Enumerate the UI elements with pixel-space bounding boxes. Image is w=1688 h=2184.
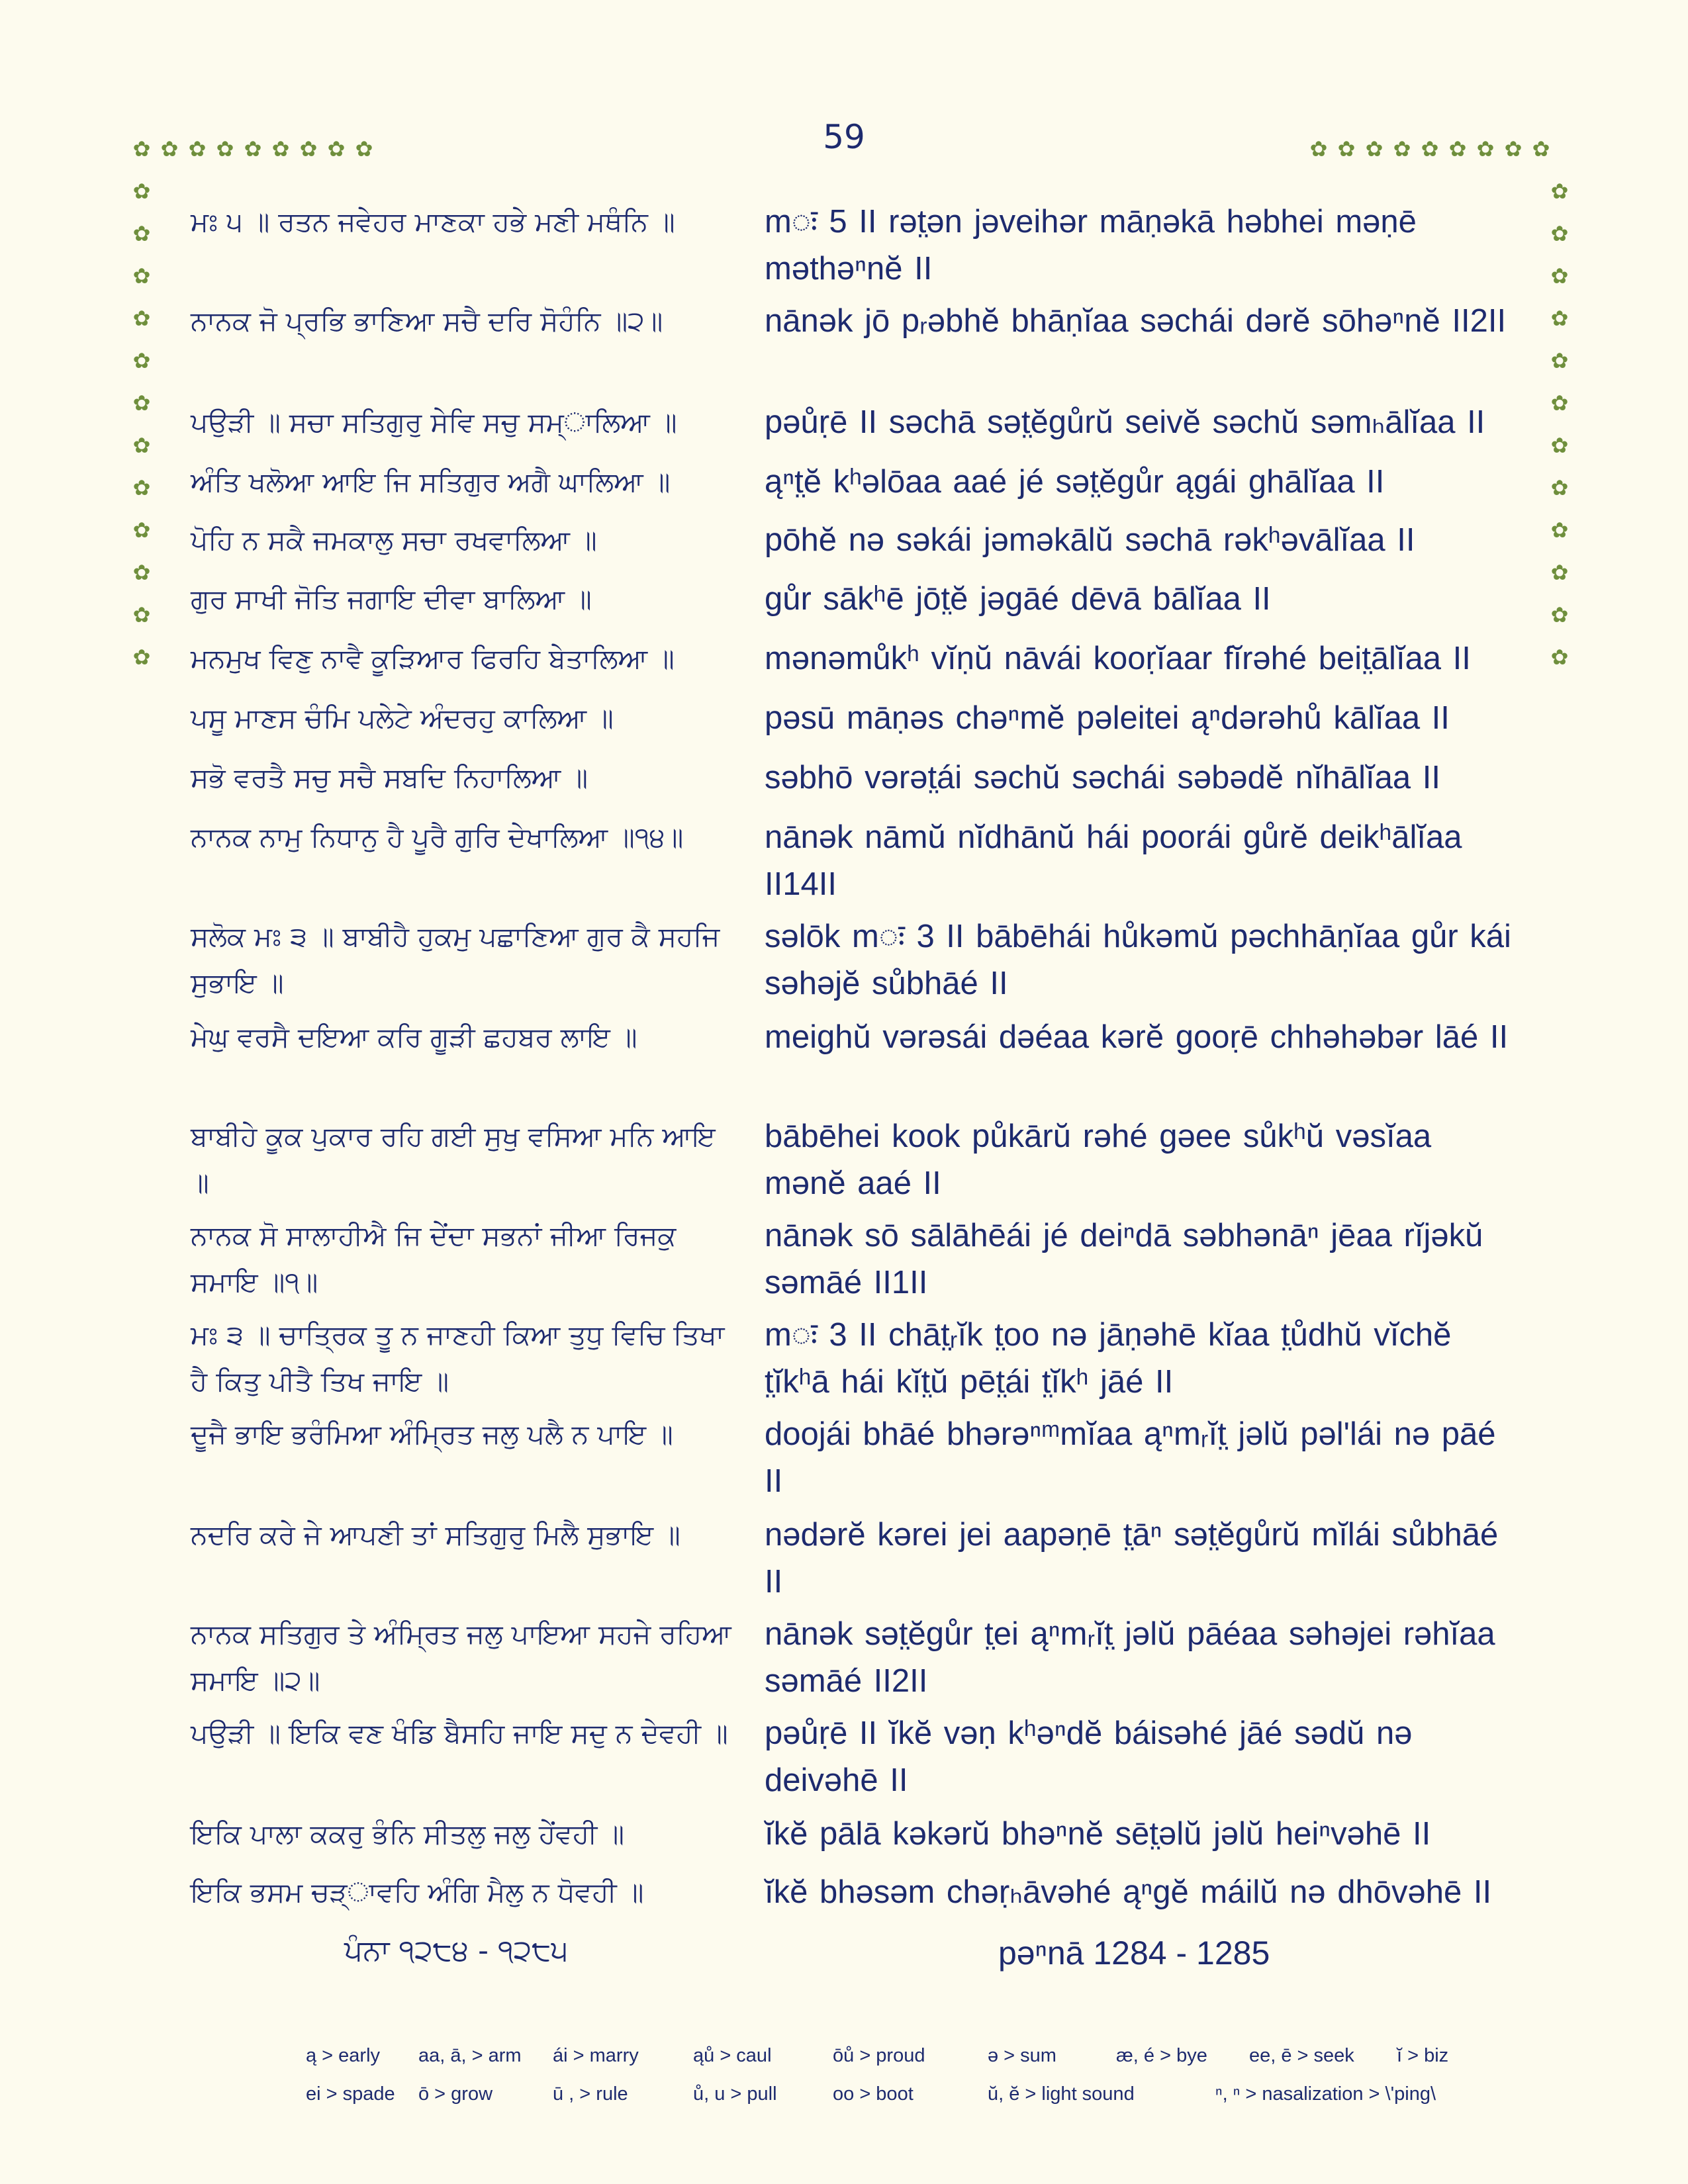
legend-item: ee, ē > seek bbox=[1249, 2045, 1354, 2066]
gurmukhi-line: ਨਦਰਿ ਕਰੇ ਜੇ ਆਪਣੀ ਤਾਂ ਸਤਿਗੁਰੁ ਮਿਲੈ ਸੁਭਾਇ ॥ bbox=[191, 1519, 680, 1551]
page-range-gurmukhi: ਪੰਨਾ ੧੨੮੪ - ੧੨੮੫ bbox=[344, 1934, 569, 1968]
flower-ornament-icon: ✿ bbox=[132, 645, 151, 670]
legend-item: ąů > caul bbox=[693, 2045, 772, 2066]
roman-line: nədərĕ kərei jei aapəṇē t̤āⁿ sət̤ĕgůrŭ mĭlái sůbhāé II bbox=[765, 1517, 1499, 1600]
gurmukhi-line: ਪਉੜੀ ॥ ਇਕਿ ਵਣ ਖੰਡਿ ਬੈਸਹਿ ਜਾਇ ਸਦੁ ਨ ਦੇਵਹੀ ॥ bbox=[191, 1717, 728, 1749]
gurmukhi-line: ਨਾਨਕ ਸਤਿਗੁਰ ਤੇ ਅੰਮ੍ਰਿਤ ਜਲੁ ਪਾਇਆ ਸਹਜੇ ਰਹਿਆ ਸਮਾਇ ॥੨॥ bbox=[191, 1618, 731, 1696]
flower-ornament-icon: ✿ bbox=[132, 518, 151, 543]
gurmukhi-line: ਮੇਘੁ ਵਰਸੈ ਦਇਆ ਕਰਿ ਗੂੜੀ ਛਹਬਰ ਲਾਇ ॥ bbox=[191, 1021, 637, 1053]
gurmukhi-line: ਇਕਿ ਪਾਲਾ ਕਕਰੁ ਭੰਨਿ ਸੀਤਲੁ ਜਲੁ ਹੇਂਵਹੀ ॥ bbox=[191, 1818, 625, 1850]
flower-ornament-icon: ✿ bbox=[1532, 136, 1550, 161]
page-number: 59 bbox=[823, 118, 865, 156]
roman-line: səbhō vərət̤ái səchŭ səchái səbədĕ nĭhālĭaa II bbox=[765, 760, 1441, 796]
flower-ornament-icon: ✿ bbox=[299, 136, 318, 161]
flower-ornament-icon: ✿ bbox=[132, 179, 151, 204]
flower-ornament-icon: ✿ bbox=[132, 263, 151, 289]
flower-ornament-icon: ✿ bbox=[1550, 221, 1569, 246]
roman-line: pəůṛē II səchā sət̤ĕgůrŭ seivĕ səchŭ səmₕālĭaa II bbox=[765, 404, 1485, 440]
flower-ornament-icon: ✿ bbox=[1476, 136, 1495, 161]
roman-line: doojái bhāé bhərəⁿᵐmĭaa ąⁿmᵣĭt̤ jəlŭ pəl'lái nə pāé II bbox=[765, 1416, 1496, 1499]
flower-ornament-icon: ✿ bbox=[132, 348, 151, 373]
legend-item: ū , > rule bbox=[553, 2083, 628, 2105]
legend-item: ů, u > pull bbox=[693, 2083, 777, 2105]
roman-line: nānək nāmŭ nĭdhānŭ hái poorái gůrĕ deikʰālĭaa II14II bbox=[765, 819, 1462, 902]
legend-item: ōů > proud bbox=[833, 2045, 925, 2066]
flower-ornament-icon: ✿ bbox=[132, 306, 151, 331]
flower-ornament-icon: ✿ bbox=[1550, 433, 1569, 458]
flower-ornament-icon: ✿ bbox=[1550, 179, 1569, 204]
flower-ornament-icon: ✿ bbox=[1550, 560, 1569, 585]
roman-line: ąⁿt̤ĕ kʰəlōaa aaé jé sət̤ĕgůr ągái ghālĭaa II bbox=[765, 464, 1385, 500]
roman-line: ĭkĕ pālā kəkərŭ bhəⁿnĕ sēt̤əlŭ jəlŭ heiⁿvəhē II bbox=[765, 1816, 1431, 1852]
flower-ornament-icon: ✿ bbox=[188, 136, 207, 161]
flower-ornament-icon: ✿ bbox=[160, 136, 179, 161]
flower-ornament-icon: ✿ bbox=[1550, 518, 1569, 543]
legend-item: ą > early bbox=[306, 2045, 381, 2066]
flower-ornament-icon: ✿ bbox=[1448, 136, 1467, 161]
flower-ornament-icon: ✿ bbox=[1393, 136, 1411, 161]
roman-line: pōhĕ nə səkái jəməkālŭ səchā rəkʰəvālĭaa II bbox=[765, 522, 1415, 558]
flower-ornament-icon: ✿ bbox=[244, 136, 262, 161]
legend-item: ō > grow bbox=[418, 2083, 493, 2105]
roman-line: bābēhei kook půkārŭ rəhé gəee sůkʰŭ vəsĭaa mənĕ aaé II bbox=[765, 1118, 1432, 1201]
flower-ornament-icon: ✿ bbox=[1550, 475, 1569, 500]
gurmukhi-line: ਨਾਨਕ ਸੋ ਸਾਲਾਹੀਐ ਜਿ ਦੇਂਦਾ ਸਭਨਾਂ ਜੀਆ ਰਿਜਕੁ ਸਮਾਇ ॥੧॥ bbox=[191, 1220, 677, 1298]
flower-ornament-icon: ✿ bbox=[271, 136, 290, 161]
gurmukhi-line: ਬਾਬੀਹੇ ਕੂਕ ਪੁਕਾਰ ਰਹਿ ਗਈ ਸੁਖੁ ਵਸਿਆ ਮਨਿ ਆਇ ॥ bbox=[191, 1120, 716, 1199]
flower-ornament-icon: ✿ bbox=[132, 602, 151, 627]
flower-ornament-icon: ✿ bbox=[1550, 645, 1569, 670]
roman-line: meighŭ vərəsái dəéaa kərĕ gooṛē chhəhəbər lāé II bbox=[765, 1019, 1509, 1055]
roman-line: mः 5 II rət̤ən jəveihər māṇəkā həbhei məṇē məthəⁿnĕ II bbox=[765, 204, 1417, 287]
flower-ornament-icon: ✿ bbox=[1504, 136, 1523, 161]
legend-item: ŭ, ĕ > light sound bbox=[988, 2083, 1135, 2105]
roman-line: mः 3 II chāt̤ᵣĭk t̤oo nə jāṇəhē kĭaa t̤ůdhŭ vĭchĕ t̤ĭkʰā hái kĭt̤ŭ pēt̤ái t̤ĭkʰ jāé II bbox=[765, 1317, 1452, 1400]
gurmukhi-line: ਨਾਨਕ ਜੋ ਪ੍ਰਭਿ ਭਾਣਿਆ ਸਚੈ ਦਰਿ ਸੋਹੰਨਿ ॥੨॥ bbox=[191, 305, 663, 337]
flower-ornament-icon: ✿ bbox=[1550, 390, 1569, 416]
legend-item: ái > marry bbox=[553, 2045, 639, 2066]
gurmukhi-line: ਸਲੋਕ ਮਃ ੩ ॥ ਬਾਬੀਹੈ ਹੁਕਮੁ ਪਛਾਣਿਆ ਗੁਰ ਕੈ ਸਹਜਿ ਸੁਭਾਇ ॥ bbox=[191, 921, 720, 999]
gurmukhi-line: ਗੁਰ ਸਾਖੀ ਜੋਤਿ ਜਗਾਇ ਦੀਵਾ ਬਾਲਿਆ ॥ bbox=[191, 583, 592, 615]
roman-line: ĭkĕ bhəsəm chəṛₕāvəhé ąⁿgĕ máilŭ nə dhōvəhē II bbox=[765, 1874, 1492, 1910]
flower-ornament-icon: ✿ bbox=[1550, 602, 1569, 627]
flower-ornament-icon: ✿ bbox=[1550, 306, 1569, 331]
legend-item: oo > boot bbox=[833, 2083, 914, 2105]
flower-ornament-icon: ✿ bbox=[1550, 348, 1569, 373]
gurmukhi-line: ਮਃ ੫ ॥ ਰਤਨ ਜਵੇਹਰ ਮਾਣਕਾ ਹਭੇ ਮਣੀ ਮਥੰਨਿ ॥ bbox=[191, 206, 675, 238]
gurmukhi-line: ਮਃ ੩ ॥ ਚਾਤ੍ਰਿਕ ਤੂ ਨ ਜਾਣਹੀ ਕਿਆ ਤੁਧੁ ਵਿਚਿ ਤਿਖਾ ਹੈ ਕਿਤੁ ਪੀਤੈ ਤਿਖ ਜਾਇ ॥ bbox=[191, 1319, 725, 1397]
legend-item: ĭ > biz bbox=[1397, 2045, 1449, 2066]
flower-ornament-icon: ✿ bbox=[132, 136, 151, 161]
gurmukhi-line: ਅੰਤਿ ਖਲੋਆ ਆਇ ਜਿ ਸਤਿਗੁਰ ਅਗੈ ਘਾਲਿਆ ॥ bbox=[191, 466, 671, 498]
legend-item: aa, ā, > arm bbox=[418, 2045, 522, 2066]
flower-ornament-icon: ✿ bbox=[1550, 263, 1569, 289]
roman-line: nānək sət̤ĕgůr t̤ei ąⁿmᵣĭt̤ jəlŭ pāéaa səhəjei rəhĭaa səmāé II2II bbox=[765, 1616, 1495, 1699]
gurmukhi-line: ਮਨਮੁਖ ਵਿਣੁ ਨਾਵੈ ਕੂੜਿਆਰ ਫਿਰਹਿ ਬੇਤਾਲਿਆ ॥ bbox=[191, 643, 675, 674]
gurmukhi-line: ਦੂਜੈ ਭਾਇ ਭਰੰਮਿਆ ਅੰਮ੍ਰਿਤ ਜਲੁ ਪਲੈ ਨ ਪਾਇ ॥ bbox=[191, 1418, 673, 1450]
gurmukhi-line: ਪੋਹਿ ਨ ਸਕੈ ਜਮਕਾਲੁ ਸਚਾ ਰਖਵਾਲਿਆ ॥ bbox=[191, 524, 597, 556]
gurmukhi-line: ਪਸੂ ਮਾਣਸ ਚੰਮਿ ਪਲੇਟੇ ਅੰਦਰਹੁ ਕਾਲਿਆ ॥ bbox=[191, 702, 614, 734]
roman-line: nānək sō sālāhēái jé deiⁿdā səbhənāⁿ jēaa rĭjəkŭ səmāé II1II bbox=[765, 1218, 1483, 1300]
gurmukhi-line: ਨਾਨਕ ਨਾਮੁ ਨਿਧਾਨੁ ਹੈ ਪੂਰੈ ਗੁਰਿ ਦੇਖਾਲਿਆ ॥੧੪॥ bbox=[191, 821, 684, 853]
page-range-roman: pəⁿnā 1284 - 1285 bbox=[998, 1934, 1270, 1972]
flower-ornament-icon: ✿ bbox=[1337, 136, 1356, 161]
roman-line: mənəmůkʰ vĭṇŭ nāvái kooṛĭaar fĭrəhé beit̤ālĭaa II bbox=[765, 641, 1471, 676]
legend-item: æ, é > bye bbox=[1116, 2045, 1207, 2066]
roman-line: səlōk mः 3 II bābēhái hůkəmŭ pəchhāṇĭaa gůr kái səhəjĕ sůbhāé II bbox=[765, 919, 1511, 1001]
roman-line: pəůṛē II ĭkĕ vəṇ kʰəⁿdĕ báisəhé jāé sədŭ nə deivəhē II bbox=[765, 1715, 1413, 1798]
flower-ornament-icon: ✿ bbox=[216, 136, 234, 161]
gurmukhi-line: ਇਕਿ ਭਸਮ ਚੜ੍ਾਵਹਿ ਅੰਗਿ ਮੈਲੁ ਨ ਧੋਵਹੀ ॥ bbox=[191, 1876, 644, 1908]
flower-ornament-icon: ✿ bbox=[1421, 136, 1439, 161]
flower-ornament-icon: ✿ bbox=[132, 433, 151, 458]
legend-item: ⁿ, ⁿ > nasalization > \'ping\ bbox=[1215, 2083, 1436, 2105]
flower-ornament-icon: ✿ bbox=[327, 136, 346, 161]
legend-item: ə > sum bbox=[988, 2045, 1056, 2066]
flower-ornament-icon: ✿ bbox=[132, 221, 151, 246]
legend-item: ei > spade bbox=[306, 2083, 395, 2105]
flower-ornament-icon: ✿ bbox=[132, 475, 151, 500]
flower-ornament-icon: ✿ bbox=[132, 560, 151, 585]
flower-ornament-icon: ✿ bbox=[1309, 136, 1328, 161]
roman-line: pəsū māṇəs chəⁿmĕ pəleitei ąⁿdərəhů kālĭaa II bbox=[765, 700, 1450, 736]
flower-ornament-icon: ✿ bbox=[1365, 136, 1383, 161]
gurmukhi-line: ਪਉੜੀ ॥ ਸਚਾ ਸਤਿਗੁਰੁ ਸੇਵਿ ਸਚੁ ਸਮ੍ਾਲਿਆ ॥ bbox=[191, 406, 677, 438]
roman-line: gůr sākʰē jōt̤ĕ jəgāé dēvā bālĭaa II bbox=[765, 581, 1271, 617]
roman-line: nānək jō pᵣəbhĕ bhāṇĭaa səchái dərĕ sōhəⁿnĕ II2II bbox=[765, 303, 1507, 339]
flower-ornament-icon: ✿ bbox=[355, 136, 373, 161]
gurmukhi-line: ਸਭੋ ਵਰਤੈ ਸਚੁ ਸਚੈ ਸਬਦਿ ਨਿਹਾਲਿਆ ॥ bbox=[191, 762, 588, 794]
flower-ornament-icon: ✿ bbox=[132, 390, 151, 416]
